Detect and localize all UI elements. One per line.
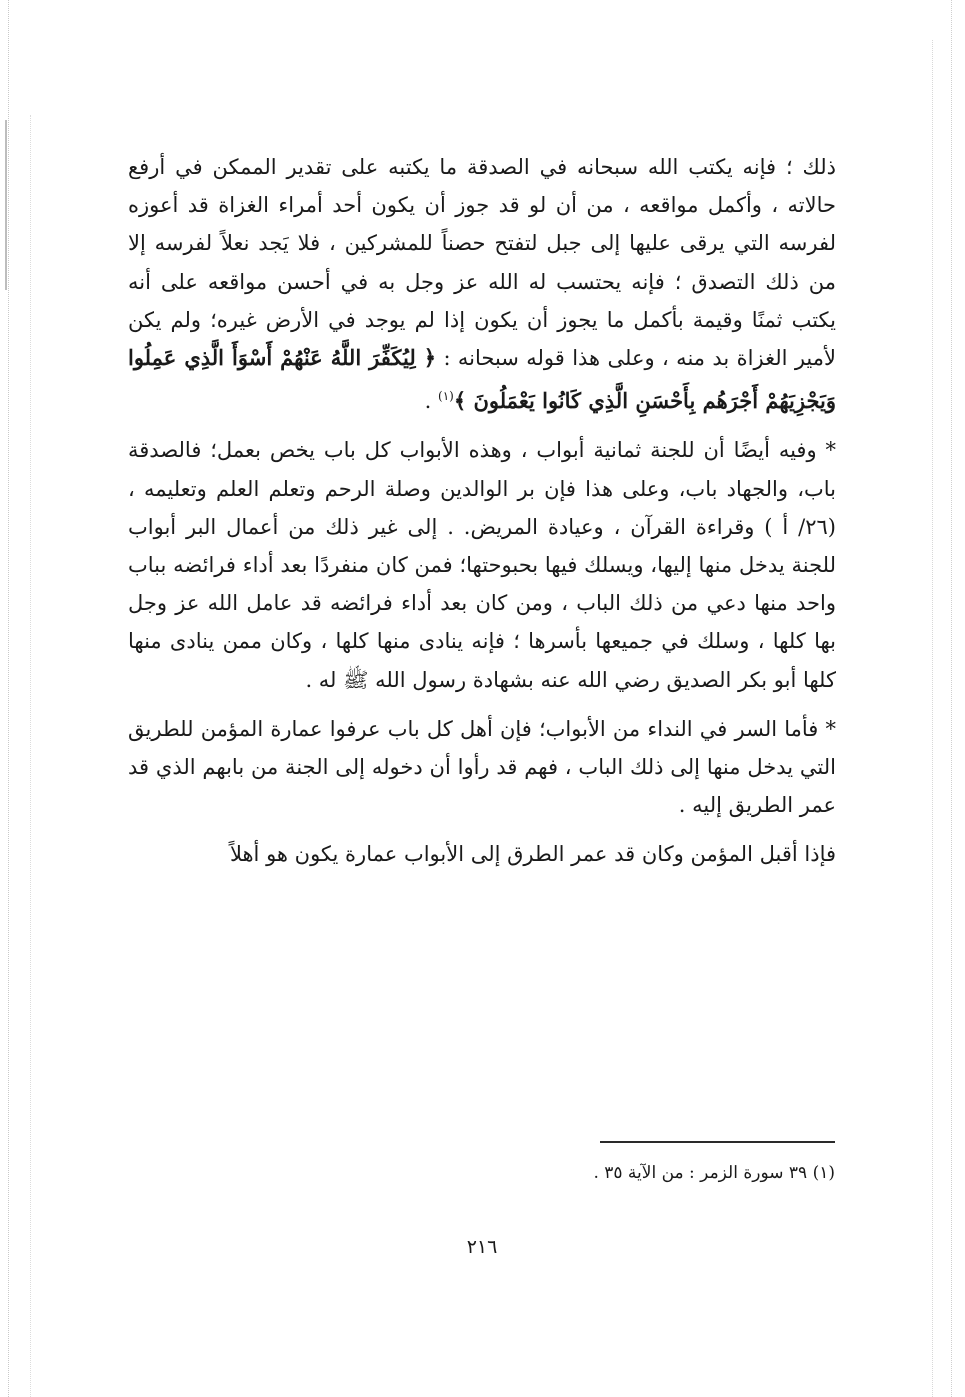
- footnote-reference: (١): [438, 389, 454, 404]
- paragraph-3-text: * فأما السر في النداء من الأبواب؛ فإن أهل كل باب عرفوا عمارة المؤمن للطريق التي يدخل منها إلى ذلك الباب ، فهم قد رأوا أن دخوله إلى الجنة من بابهم الذي قد عمر الطريق إليه .: [128, 716, 836, 818]
- quran-verse: ﴿ لِيُكَفِّرَ اللَّهُ عَنْهُمْ أَسْوَأَ الَّذِي عَمِلُوا وَيَجْزِيَهُمْ أَجْرَهُم بِأَحْسَنِ الَّذِي كَانُوا يَعْمَلُونَ ﴾: [128, 345, 836, 414]
- paragraph-3: [128, 710, 836, 825]
- body-text: [128, 148, 836, 874]
- footnote-separator: [600, 1141, 835, 1143]
- paragraph-4: [128, 835, 836, 873]
- paragraph-4-text: فإذا أقبل المؤمن وكان قد عمر الطرق إلى الأبواب عمارة يكون هو أهلاً: [229, 842, 836, 867]
- scan-margin-line: [30, 115, 31, 1397]
- paragraph-1-end: .: [424, 389, 439, 414]
- scan-margin-line: [8, 0, 9, 1397]
- paragraph-1-text: ذلك ؛ فإنه يكتب الله سبحانه في الصدقة ما يكتبه على تقدير الممكن في أرفع حالاته ، وأكمل مواقعه ، من أن لو قد جوز أن يكون أحد أمراء الغزاة قد أعوزه لفرسه التي يرقى عليها إلى جبل لتفتح حصناً للمشركين ، فلا يَجد نعلاً لفرسه إلا من ذلك التصدق ؛ فإنه يحتسب له الله عز وجل به في أحسن مواقعه على أنه يكتب ثمنًا وقيمة بأكمل ما يجوز أن يكون إذا لم يوجد في الأرض غيره؛ ولم يكن لأمير الغزاة بد منه ، وعلى هذا قوله سبحانه :: [128, 155, 836, 371]
- scan-margin-line: [951, 0, 952, 1397]
- paragraph-1: [128, 148, 836, 420]
- footnote: (١) ٣٩ سورة الزمر : من الآية ٣٥ .: [593, 1163, 835, 1183]
- paragraph-2-text: * وفيه أيضًا أن للجنة ثمانية أبواب ، وهذه الأبواب كل باب يخص بعمل؛ فالصدقة باب، والجهاد باب، وعلى هذا فإن بر الوالدين وصلة الرحم وتعلم العلم وتعليمه ، (٢٦/ أ ) وقراءة القرآن ، وعيادة المريض. . إلى غير ذلك من أعمال البر أبواب للجنة يدخل منها إليها، ويسلك فيها بحبوحتها؛ فمن كان منفردًا بعد أداء فرائضه بباب واحد منها دعي من ذلك الباب ، ومن كان بعد أداء فرائضه قد عامل الله عز وجل بها كلها ، وسلك في جميعها بأسرها ؛ فإنه ينادى منها كلها ، وكان ممن ينادى منها كلها أبو بكر الصديق رضي الله عنه بشهادة رسول الله ﷺ له .: [128, 438, 836, 692]
- scan-margin-line: [932, 40, 933, 1397]
- scan-edge-mark: [5, 120, 7, 290]
- paragraph-2: [128, 431, 836, 698]
- page-number: ٢١٦: [466, 1236, 498, 1258]
